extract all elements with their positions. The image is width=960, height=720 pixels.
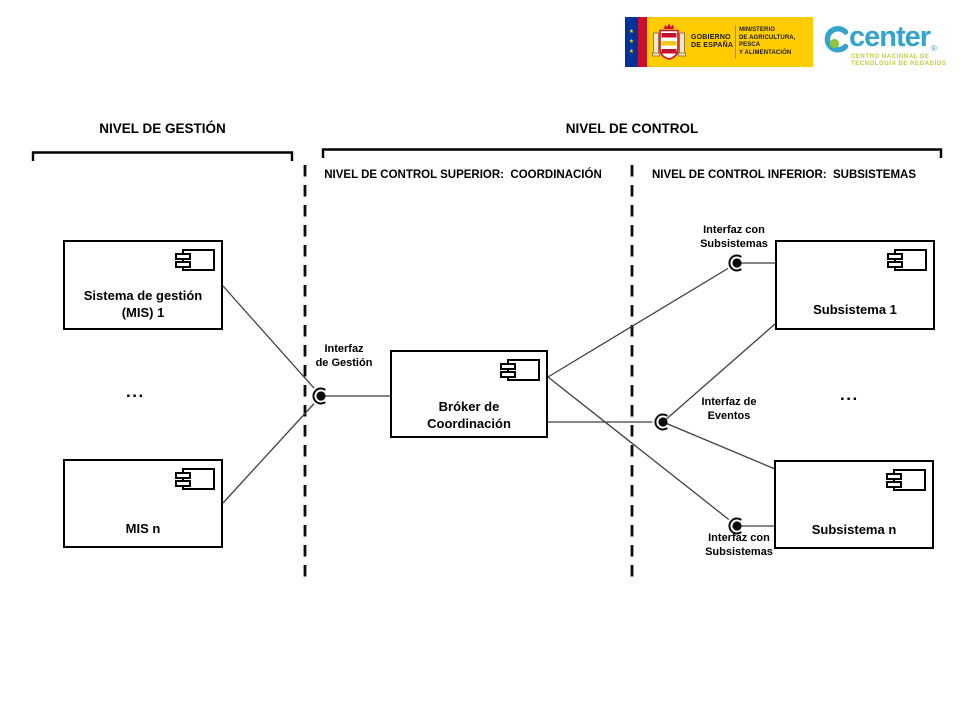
interface-label-eventos	[689, 396, 769, 423]
interface-label-line: Interfaz con	[703, 224, 765, 236]
interface-label-line: Eventos	[707, 409, 751, 422]
component-label: Coordinación	[427, 415, 511, 431]
component-tab-icon	[175, 253, 191, 260]
uml-component-icon	[894, 249, 927, 271]
interface-label-line: Subsistemas	[700, 237, 768, 250]
connector-eventos-subn	[663, 422, 775, 469]
component-tab-icon	[886, 481, 902, 488]
government-name-line1: GOBIERNO	[691, 33, 731, 41]
component-label: (MIS) 1	[121, 304, 165, 320]
ellipsis-subsistemas: ...	[840, 385, 859, 404]
ball-icon-eventos	[658, 417, 667, 426]
component-tab-icon	[175, 472, 191, 479]
component-tab-icon	[886, 473, 902, 480]
uml-component-icon	[182, 249, 215, 271]
component-tab-icon	[500, 371, 516, 378]
ball-icon-subn	[732, 521, 741, 530]
component-tab-icon	[887, 253, 903, 260]
interface-label-line: Interfaz de	[701, 396, 757, 408]
center-subtitle-line1: CENTRO NACIONAL DE	[851, 54, 930, 60]
registered-trademark-icon: ®	[931, 44, 937, 53]
subsection-title-control-inferior: NIVEL DE CONTROL INFERIOR: SUBSISTEMAS	[651, 169, 917, 181]
uml-component-icon	[182, 468, 215, 490]
ball-icon-sub1	[732, 258, 741, 267]
interface-label-line: Interfaz con	[708, 532, 770, 544]
section-title-nivel-gestion: NIVEL DE GESTIÓN	[99, 121, 226, 136]
center-subtitle-line2: TECNOLOGÍA DE REGADÍOS	[851, 61, 947, 67]
ellipsis-gestion: ...	[126, 382, 145, 401]
interface-label-line: de Gestión	[315, 356, 373, 369]
interface-label-subsistemas-top	[691, 224, 777, 251]
component-label: Subsistema n	[811, 521, 897, 537]
ministry-name-line1: MINISTERIO	[739, 27, 776, 33]
component-box-broker	[390, 350, 548, 438]
interface-label-subsistemas-bottom	[696, 532, 782, 559]
component-label: Subsistema 1	[813, 301, 897, 317]
uml-component-icon	[507, 359, 540, 381]
component-label: Sistema de gestión	[83, 288, 203, 303]
eu-star-icon: ★	[628, 39, 635, 45]
bracket-gestion	[33, 153, 292, 162]
component-tab-icon	[887, 261, 903, 268]
center-wordmark: center	[849, 21, 931, 53]
subsection-title-control-superior: NIVEL DE CONTROL SUPERIOR: COORDINACIÓN	[324, 169, 602, 181]
component-tab-icon	[175, 480, 191, 487]
component-box-misn	[63, 459, 223, 548]
component-tab-icon	[500, 363, 516, 370]
component-box-subn	[774, 460, 934, 549]
ministry-name-line2: DE AGRICULTURA, PESCA	[739, 34, 796, 48]
eu-star-icon: ★	[628, 49, 635, 55]
component-tab-icon	[175, 261, 191, 268]
component-box-sub1	[775, 240, 935, 330]
interface-label-line: Interfaz	[324, 343, 364, 355]
component-box-mis1	[63, 240, 223, 330]
component-label: MIS n	[125, 520, 161, 536]
eu-star-icon: ★	[628, 29, 635, 35]
connector-broker-sub1	[548, 263, 737, 377]
section-title-nivel-control: NIVEL DE CONTROL	[565, 121, 699, 136]
interface-label-gestion	[300, 343, 388, 370]
ball-icon-gestion	[316, 391, 325, 400]
uml-component-icon	[893, 469, 926, 491]
connector-mis1-gestion	[223, 286, 321, 396]
component-label: Bróker de	[438, 399, 500, 414]
interface-label-line: Subsistemas	[705, 545, 773, 558]
bracket-control	[323, 150, 941, 159]
government-name-line2: DE ESPAÑA	[691, 42, 734, 49]
ministry-name-line3: Y ALIMENTACIÓN	[739, 49, 792, 56]
